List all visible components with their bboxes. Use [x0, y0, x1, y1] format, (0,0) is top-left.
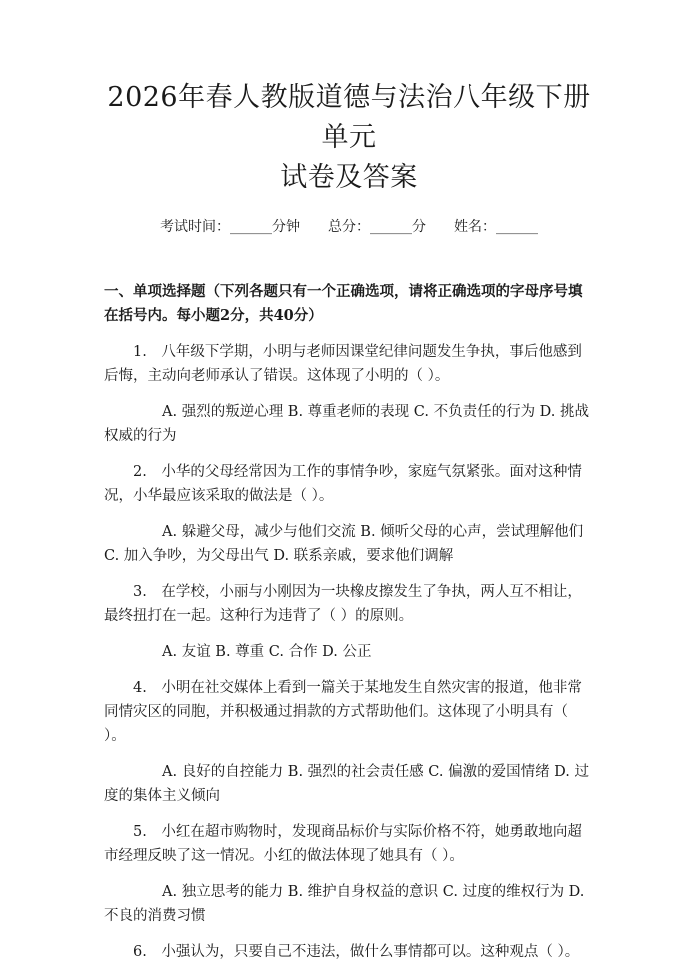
- question-stem: 2. 小华的父母经常因为工作的事情争吵，家庭气氛紧张。面对这种情况，小华最应该采取的做法是（ ）。: [104, 464, 582, 504]
- exam-title-line1: 2026年春人教版道德与法治八年级下册单元: [107, 82, 591, 153]
- question-stem: 6. 小强认为，只要自己不违法，做什么事情都可以。这种观点（ ）。: [133, 944, 580, 960]
- question-options: A. 强烈的叛逆心理 B. 尊重老师的表现 C. 不负责任的行为 D. 挑战权威的行为: [104, 404, 590, 444]
- question-options: A. 独立思考的能力 B. 维护自身权益的意识 C. 过度的维权行为 D. 不良的消费习惯: [104, 884, 585, 924]
- exam-time-field: 考试时间：______分钟: [160, 219, 300, 235]
- question-options: A. 良好的自控能力 B. 强烈的社会责任感 C. 偏激的爱国情绪 D. 过度的集体主义倾向: [104, 764, 590, 804]
- question-stem: 3. 在学校，小丽与小刚因为一块橡皮擦发生了争执，两人互不相让，最终扭打在一起。这种行为违背了（ ）的原则。: [104, 584, 582, 624]
- question-stem: 5. 小红在超市购物时，发现商品标价与实际价格不符，她勇敢地向超市经理反映了这一情况。小红的做法体现了她具有（ ）。: [104, 824, 582, 864]
- section-heading-single-choice: 一、单项选择题（下列各题只有一个正确选项，请将正确选项的字母序号填在括号内。每小题2分，共40分）: [104, 283, 583, 324]
- question-stem: 4. 小明在社交媒体上看到一篇关于某地发生自然灾害的报道，他非常同情灾区的同胞，并积极通过捐款的方式帮助他们。这体现了小明具有（ ）。: [104, 680, 582, 744]
- question-stem: 1. 八年级下学期，小明与老师因课堂纪律问题发生争执，事后他感到后悔，主动向老师承认了错误。这体现了小明的（ ）。: [104, 344, 582, 384]
- exam-meta: [104, 216, 594, 236]
- exam-title: [104, 78, 594, 198]
- question-options: A. 友谊 B. 尊重 C. 合作 D. 公正: [162, 644, 372, 660]
- exam-title-line2: 试卷及答案: [280, 162, 418, 193]
- name-field: 姓名：______: [454, 219, 538, 235]
- question-options: A. 躲避父母，减少与他们交流 B. 倾听父母的心声，尝试理解他们 C. 加入争吵，为父母出气 D. 联系亲戚，要求他们调解: [104, 524, 584, 564]
- total-score-field: 总分：______分: [328, 219, 426, 235]
